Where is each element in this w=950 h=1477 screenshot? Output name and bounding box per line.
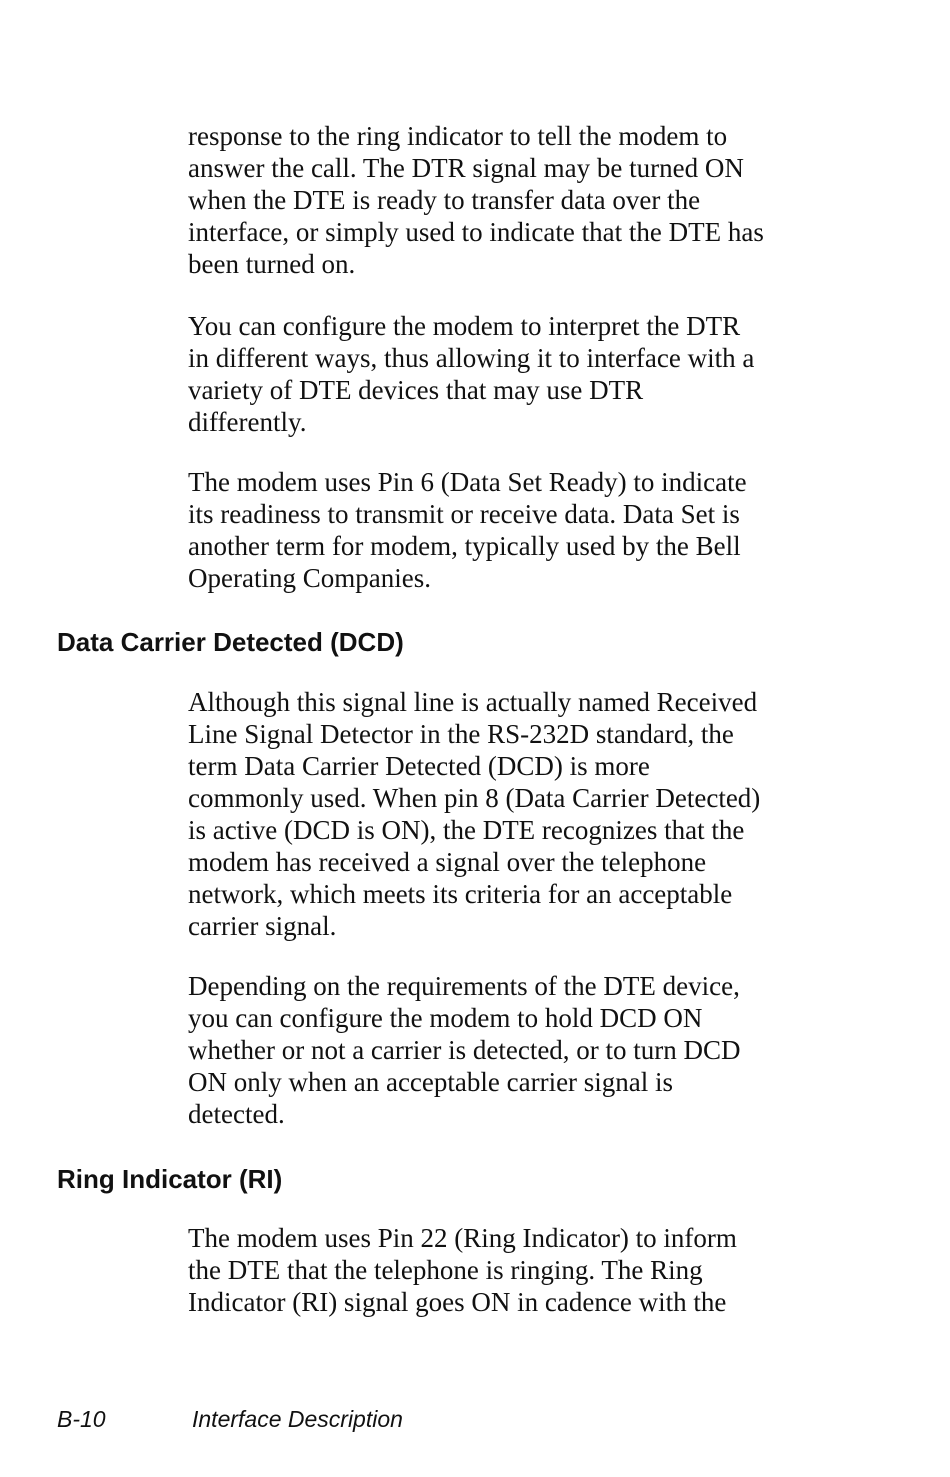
page-number: B-10: [57, 1406, 106, 1432]
section-paragraph: Depending on the requirements of the DTE device, you can configure the modem to hold DCD ON whether or not a carrier is detected, or to turn DCD ON only when an acceptable carrier signal is detected.: [188, 971, 741, 1129]
section-heading-dcd: Data Carrier Detected (DCD): [57, 627, 404, 657]
body-paragraph: You can configure the modem to interpret the DTR in different ways, thus allowing it to interface with a variety of DTE devices that may use DTR differently.: [188, 311, 755, 437]
section-paragraph: The modem uses Pin 22 (Ring Indicator) to inform the DTE that the telephone is ringing. The Ring Indicator (RI) signal goes ON in cadence with the: [188, 1223, 737, 1317]
body-paragraph: response to the ring indicator to tell the modem to answer the call. The DTR signal may be turned ON when the DTE is ready to transfer data over the interface, or simply used to indicate that the DTE has been turned on.: [188, 121, 764, 279]
section-paragraph: Although this signal line is actually named Received Line Signal Detector in the RS-232D standard, the term Data Carrier Detected (DCD) is more commonly used. When pin 8 (Data Carrier Detected) is active (DCD is ON), the DTE recognizes that the modem has received a signal over the telephone network, which meets its criteria for an acceptable carrier signal.: [188, 687, 761, 941]
running-title: Interface Description: [192, 1406, 403, 1432]
body-paragraph: The modem uses Pin 6 (Data Set Ready) to indicate its readiness to transmit or receive data. Data Set is another term for modem, typically used by the Bell Operating Companies.: [188, 467, 747, 593]
section-heading-ri: Ring Indicator (RI): [57, 1164, 283, 1194]
